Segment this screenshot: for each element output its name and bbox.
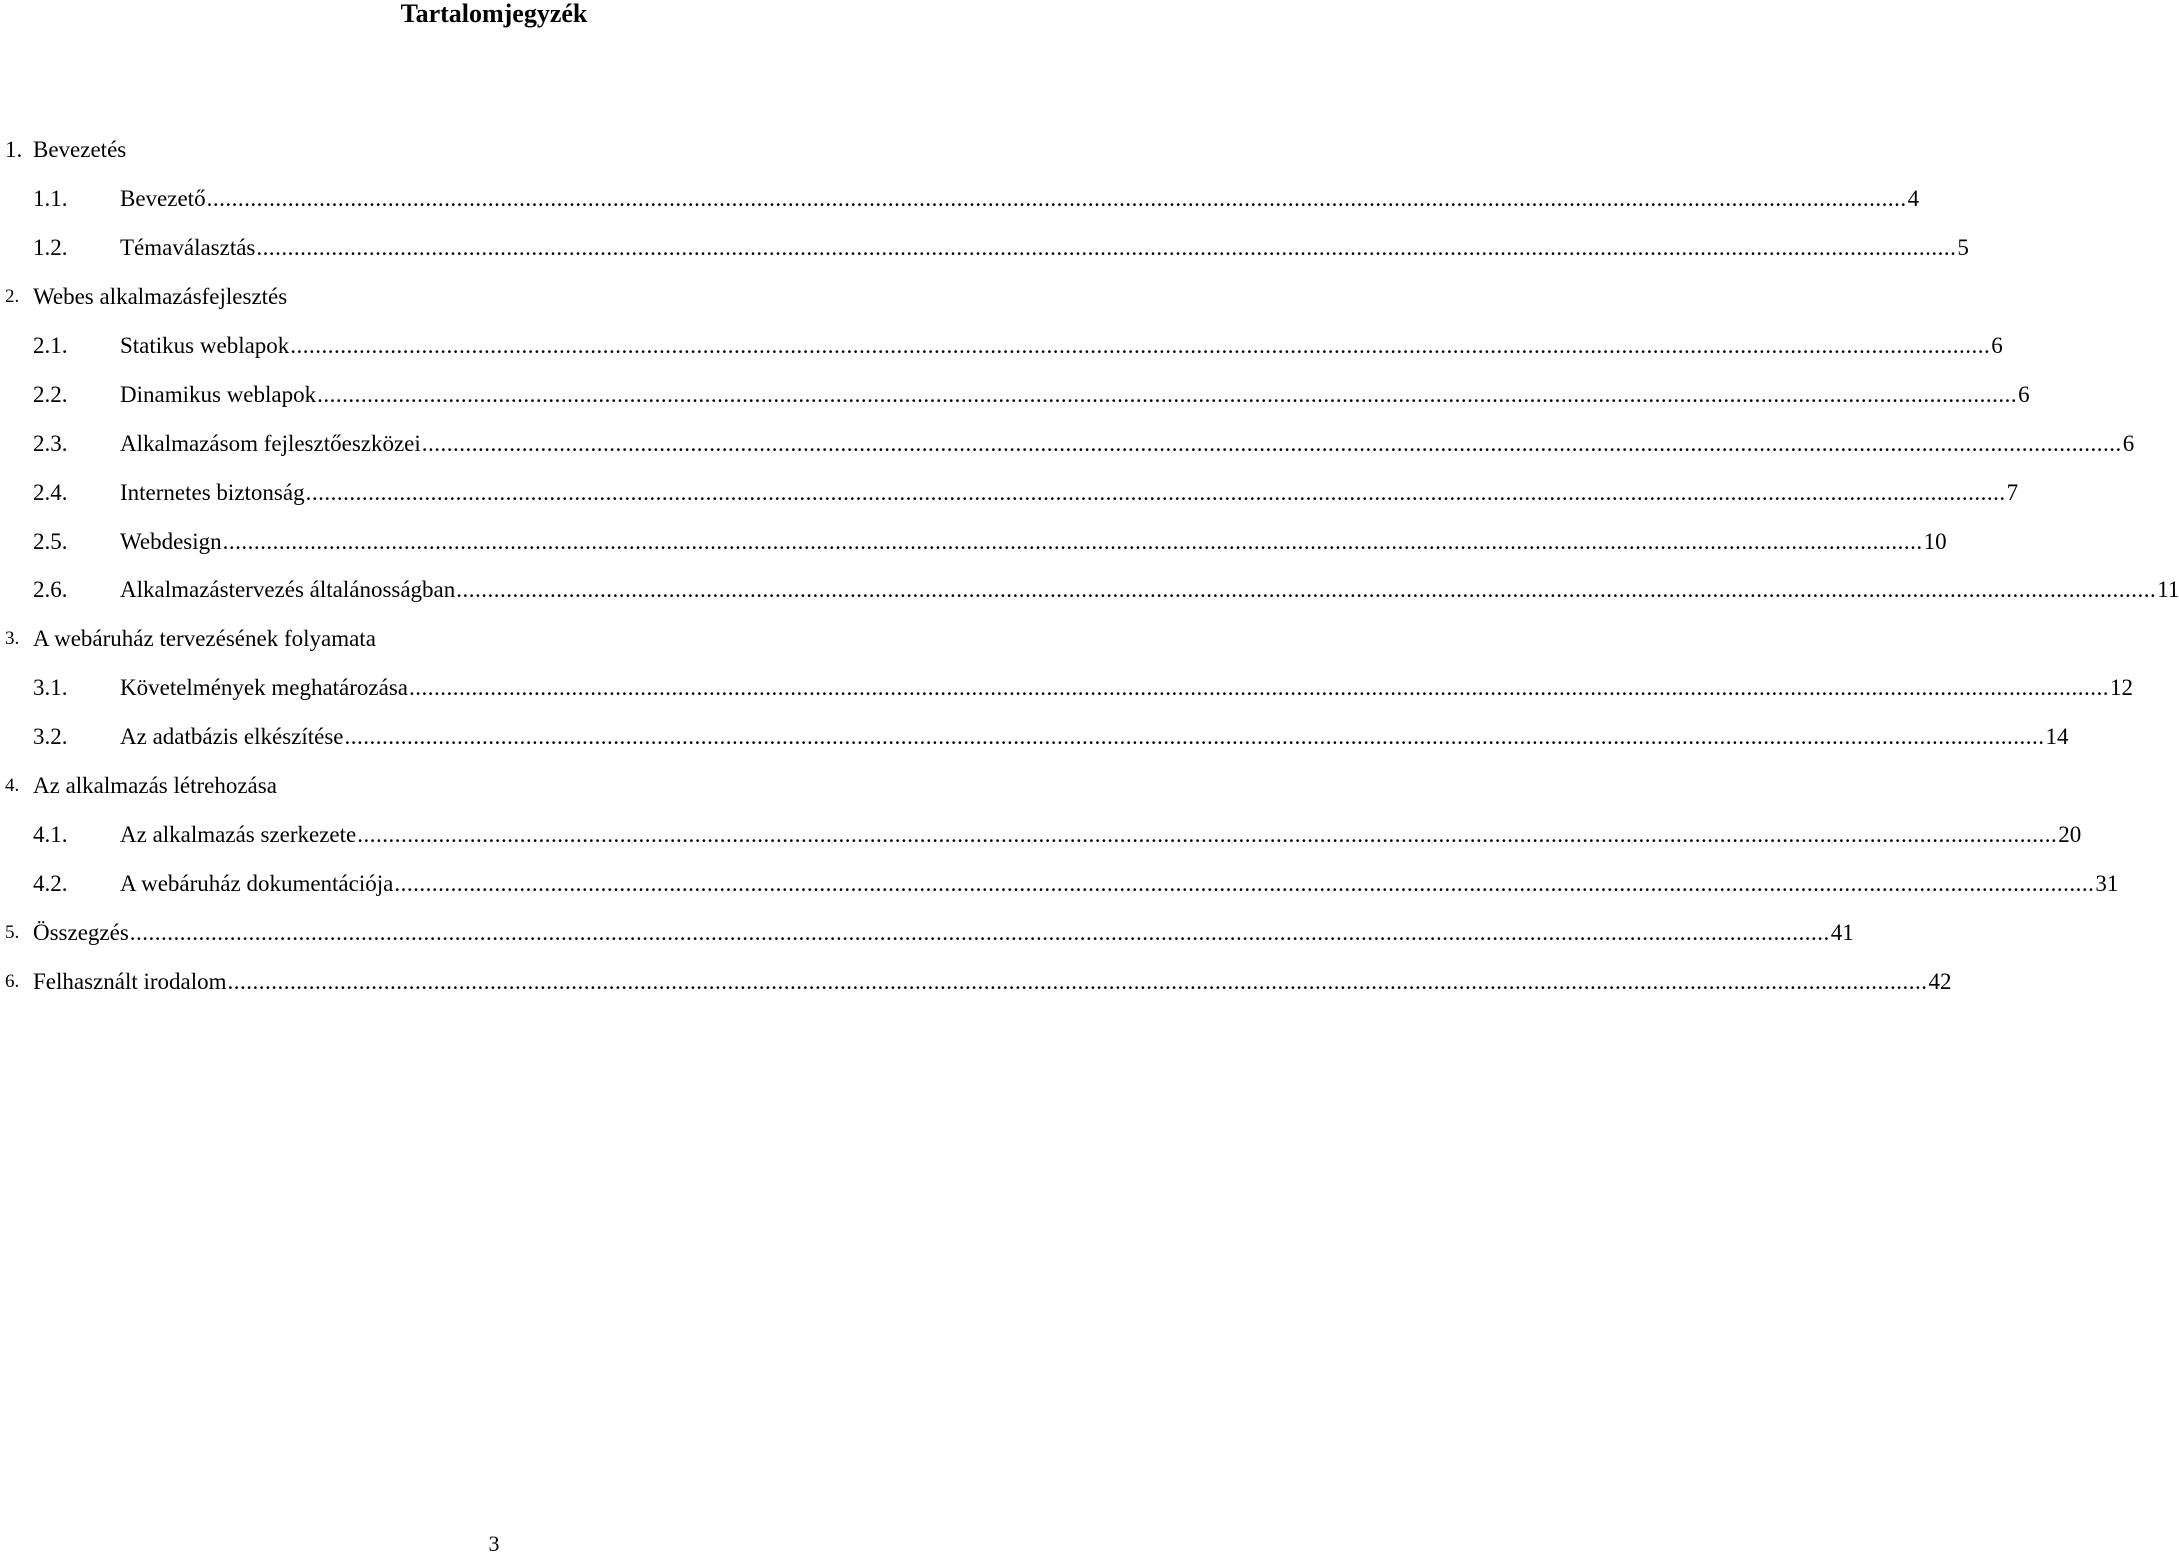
toc-entry-number: 2.1.	[33, 333, 68, 358]
toc-entry-number: 2.3.	[33, 430, 68, 456]
toc-entry-1[interactable]	[5, 126, 962, 175]
toc-entry-number: 6.	[5, 970, 20, 992]
toc-entry-page: 11	[2157, 577, 2179, 603]
toc-entry-label: Az alkalmazás létrehozása	[33, 773, 277, 799]
toc-entry-2-4[interactable]	[5, 468, 2019, 517]
toc-entry-page: 14	[2045, 724, 2069, 750]
toc-entry-number: 4.2.	[33, 870, 68, 896]
toc-entry-2-2[interactable]	[5, 370, 2030, 419]
toc-entry-label: Webdesign	[120, 528, 222, 554]
toc-entry-number: 2.4.	[33, 479, 68, 505]
toc-entry-label: Statikus weblapok	[120, 333, 290, 358]
toc-entry-label: Az adatbázis elkészítése	[120, 724, 344, 750]
toc-entry-2-1[interactable]	[5, 322, 2003, 371]
toc-entry-1-2[interactable]	[5, 224, 1969, 273]
toc-entry-number: 1.2.	[33, 235, 68, 261]
page-title: Tartalomjegyzék	[400, 0, 588, 28]
toc-entry-4-1[interactable]	[5, 810, 2082, 859]
toc-entry-2[interactable]	[5, 273, 962, 322]
toc-entry-page: 41	[1830, 919, 1854, 945]
dot-leader	[422, 430, 2122, 458]
dot-leader	[256, 234, 1956, 262]
toc-entry-number: 1.1.	[33, 186, 68, 212]
dot-leader	[290, 332, 1990, 360]
toc-entry-2-3[interactable]	[5, 419, 2135, 468]
toc-entry-1-1[interactable]	[5, 175, 1920, 224]
toc-entry-2-6[interactable]	[5, 566, 2179, 615]
toc-entry-5[interactable]	[5, 908, 1854, 957]
dot-leader	[228, 968, 1928, 996]
toc-entry-label: Bevezető	[120, 186, 206, 212]
toc-entry-label: A webáruház tervezésének folyamata	[33, 626, 376, 652]
toc-entry-page: 7	[2006, 479, 2019, 505]
toc-entry-number: 2.	[5, 286, 20, 308]
toc-entry-page: 6	[2122, 430, 2135, 456]
toc-entry-3-2[interactable]	[5, 713, 2069, 762]
toc-entry-3-1[interactable]	[5, 664, 2134, 713]
toc-entry-label: Alkalmazásom fejlesztőeszközei	[120, 430, 421, 456]
dot-leader	[456, 576, 2156, 604]
toc-entry-label: Követelmények meghatározása	[120, 675, 409, 701]
toc-entry-label: Bevezetés	[33, 137, 127, 163]
toc-entry-page: 6	[2018, 381, 2030, 407]
toc-entry-page: 20	[2058, 821, 2082, 847]
page-number: 3	[488, 1531, 500, 1556]
toc-entry-page: 31	[2095, 870, 2119, 896]
toc-entry-2-5[interactable]	[5, 517, 1947, 566]
toc-entry-label: Felhasznált irodalom	[33, 968, 227, 994]
toc-entry-number: 2.5.	[33, 528, 68, 554]
toc-entry-number: 4.1.	[33, 821, 68, 847]
toc-entry-number: 3.1.	[33, 675, 68, 701]
toc-entry-4[interactable]	[5, 762, 962, 811]
dot-leader	[207, 185, 1907, 213]
dot-leader	[130, 919, 1830, 947]
toc-entry-label: Webes alkalmazásfejlesztés	[33, 284, 288, 310]
toc-entry-number: 2.2.	[33, 381, 68, 407]
toc-entry-page: 12	[2110, 675, 2134, 701]
dot-leader	[357, 821, 2057, 849]
toc-entry-number: 5.	[5, 921, 20, 943]
dot-leader	[317, 381, 2017, 409]
toc-entry-page: 5	[1957, 235, 1969, 261]
dot-leader	[394, 870, 2094, 898]
dot-leader	[409, 674, 2109, 702]
toc-entry-page: 4	[1907, 186, 1920, 212]
dot-leader	[306, 479, 2006, 507]
toc-entry-number: 4.	[5, 775, 20, 797]
toc-entry-page: 10	[1923, 528, 1947, 554]
toc-entry-label: Összegzés	[33, 919, 129, 945]
toc-entry-3[interactable]	[5, 615, 962, 664]
toc-entry-label: Az alkalmazás szerkezete	[120, 821, 357, 847]
table-of-contents	[5, 126, 2179, 1006]
toc-entry-4-2[interactable]	[5, 859, 2119, 908]
toc-entry-number: 2.6.	[33, 577, 68, 603]
toc-entry-label: Dinamikus weblapok	[120, 381, 317, 407]
toc-entry-label: A webáruház dokumentációja	[120, 870, 394, 896]
toc-entry-number: 3.2.	[33, 724, 68, 750]
toc-entry-number: 1.	[5, 137, 23, 163]
toc-entry-page: 6	[1991, 333, 2003, 358]
toc-entry-6[interactable]	[5, 957, 1952, 1006]
toc-entry-page: 42	[1928, 968, 1952, 994]
toc-entry-number: 3.	[5, 628, 20, 650]
toc-entry-label: Alkalmazástervezés általánosságban	[120, 577, 456, 603]
toc-entry-label: Internetes biztonság	[120, 479, 305, 505]
dot-leader	[223, 528, 1923, 556]
toc-entry-label: Témaválasztás	[120, 235, 256, 261]
dot-leader	[345, 723, 2045, 751]
